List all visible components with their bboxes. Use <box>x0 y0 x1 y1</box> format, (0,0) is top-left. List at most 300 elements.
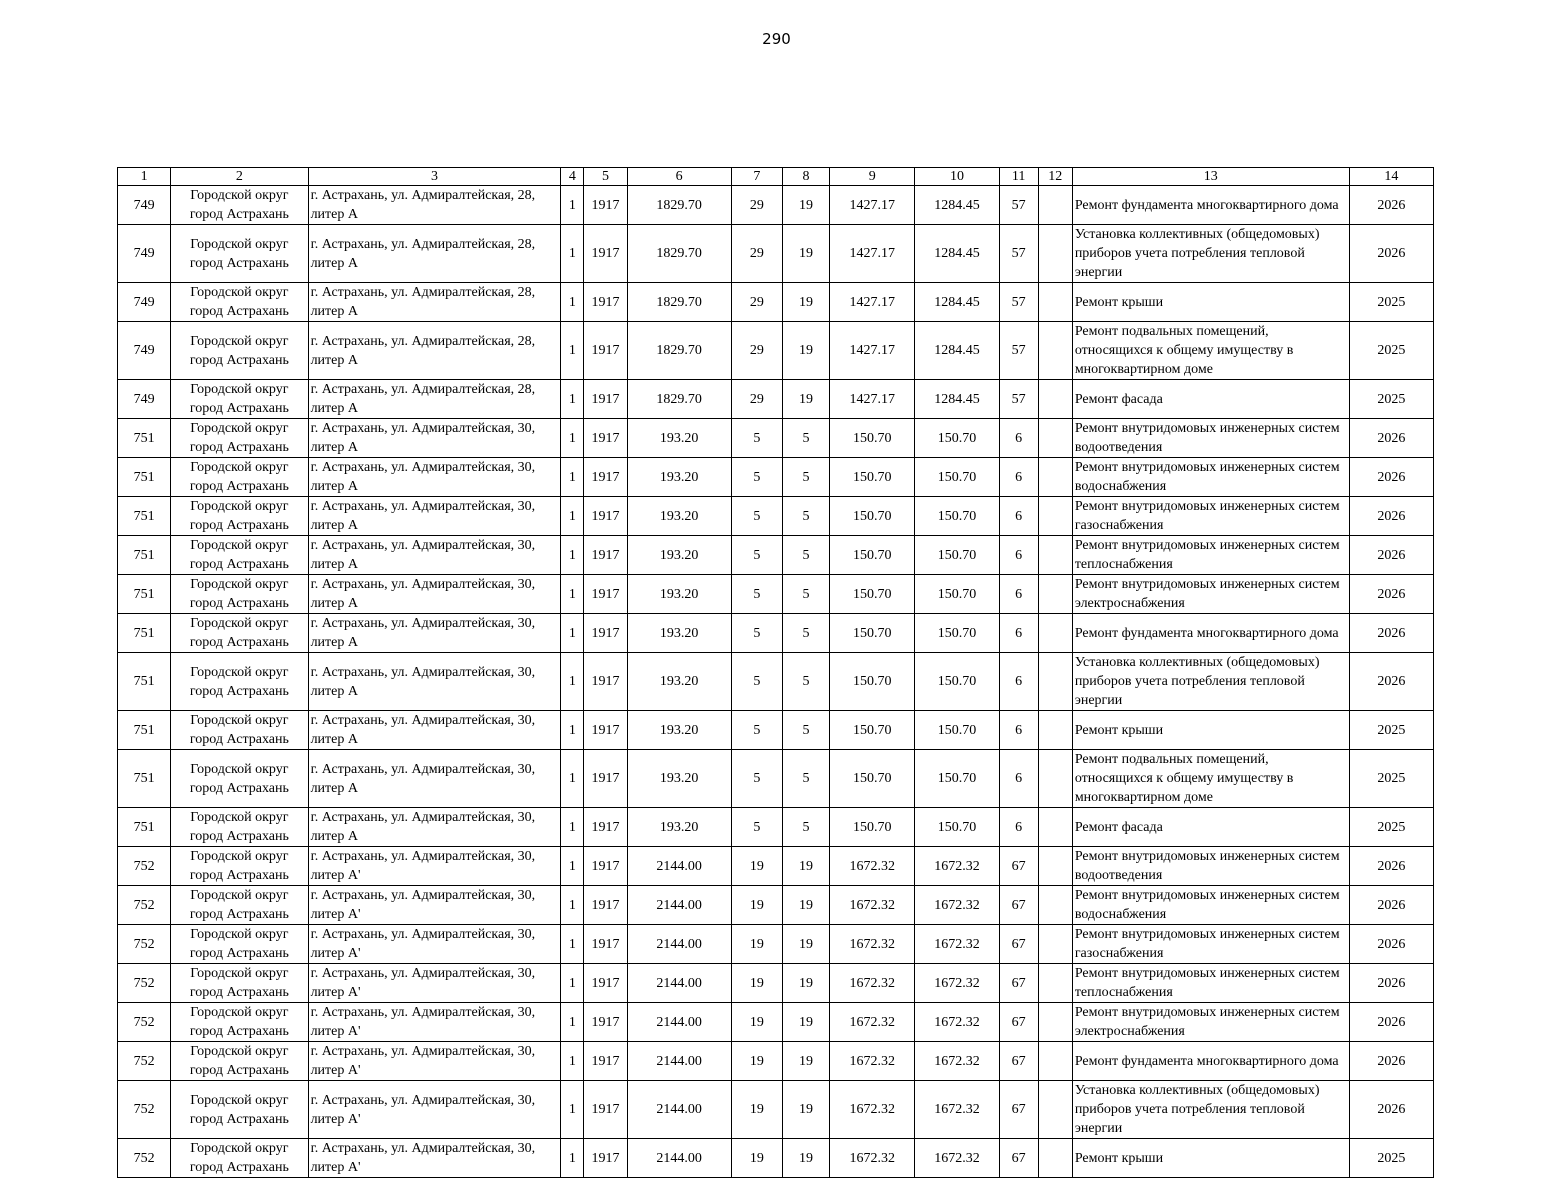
address-cell: г. Астрахань, ул. Адмиралтейская, 30, литер А <box>308 536 561 575</box>
planned-year-cell: 2026 <box>1349 653 1433 711</box>
work-type-cell: Ремонт крыши <box>1072 283 1349 322</box>
work-type-cell: Установка коллективных (общедомовых) приборов учета потребления тепловой энергии <box>1072 225 1349 283</box>
col7-cell: 5 <box>731 653 782 711</box>
planned-year-cell: 2026 <box>1349 186 1433 225</box>
col11-cell: 67 <box>999 1139 1038 1178</box>
table-row <box>118 847 1434 886</box>
table-row <box>118 225 1434 283</box>
planned-year-cell: 2026 <box>1349 847 1433 886</box>
planned-year-cell: 2026 <box>1349 536 1433 575</box>
col8-cell: 19 <box>782 1042 829 1081</box>
column-header: 12 <box>1038 168 1072 186</box>
col10-cell: 150.70 <box>915 419 999 458</box>
col4-cell: 1 <box>561 925 584 964</box>
planned-year-cell: 2026 <box>1349 575 1433 614</box>
col9-cell: 150.70 <box>830 497 915 536</box>
work-type-cell: Ремонт крыши <box>1072 1139 1349 1178</box>
total-area-cell: 193.20 <box>627 497 731 536</box>
col9-cell: 150.70 <box>830 419 915 458</box>
planned-year-cell: 2026 <box>1349 458 1433 497</box>
address-cell: г. Астрахань, ул. Адмиралтейская, 28, литер А <box>308 283 561 322</box>
row-number-cell: 751 <box>118 614 171 653</box>
row-number-cell: 752 <box>118 964 171 1003</box>
col4-cell: 1 <box>561 750 584 808</box>
planned-year-cell: 2025 <box>1349 750 1433 808</box>
col8-cell: 5 <box>782 711 829 750</box>
row-number-cell: 749 <box>118 186 171 225</box>
planned-year-cell: 2026 <box>1349 886 1433 925</box>
total-area-cell: 193.20 <box>627 536 731 575</box>
planned-year-cell: 2026 <box>1349 1003 1433 1042</box>
municipality-cell: Городской округ город Астрахань <box>171 186 308 225</box>
col4-cell: 1 <box>561 1081 584 1139</box>
col9-cell: 1672.32 <box>830 1003 915 1042</box>
table-header-row <box>118 168 1434 186</box>
work-type-cell: Ремонт внутридомовых инженерных систем водоснабжения <box>1072 886 1349 925</box>
col9-cell: 1672.32 <box>830 964 915 1003</box>
col9-cell: 1672.32 <box>830 1081 915 1139</box>
year-built-cell: 1917 <box>584 925 627 964</box>
col7-cell: 19 <box>731 1042 782 1081</box>
col12-cell <box>1038 964 1072 1003</box>
table-row <box>118 808 1434 847</box>
municipality-cell: Городской округ город Астрахань <box>171 1081 308 1139</box>
planned-year-cell: 2026 <box>1349 1081 1433 1139</box>
col10-cell: 1672.32 <box>915 1042 999 1081</box>
col10-cell: 1672.32 <box>915 964 999 1003</box>
table-row <box>118 653 1434 711</box>
col12-cell <box>1038 1081 1072 1139</box>
work-type-cell: Ремонт внутридомовых инженерных систем электроснабжения <box>1072 575 1349 614</box>
table-row <box>118 750 1434 808</box>
work-type-cell: Ремонт подвальных помещений, относящихся к общему имуществу в многоквартирном доме <box>1072 322 1349 380</box>
row-number-cell: 749 <box>118 283 171 322</box>
col4-cell: 1 <box>561 322 584 380</box>
total-area-cell: 1829.70 <box>627 225 731 283</box>
col4-cell: 1 <box>561 847 584 886</box>
row-number-cell: 751 <box>118 419 171 458</box>
work-type-cell: Ремонт внутридомовых инженерных систем теплоснабжения <box>1072 964 1349 1003</box>
row-number-cell: 751 <box>118 458 171 497</box>
table-row <box>118 1042 1434 1081</box>
table-row <box>118 1139 1434 1178</box>
col10-cell: 150.70 <box>915 458 999 497</box>
col12-cell <box>1038 808 1072 847</box>
col7-cell: 29 <box>731 186 782 225</box>
col10-cell: 150.70 <box>915 497 999 536</box>
column-header: 11 <box>999 168 1038 186</box>
col10-cell: 1672.32 <box>915 1081 999 1139</box>
table-row <box>118 711 1434 750</box>
col9-cell: 150.70 <box>830 575 915 614</box>
col7-cell: 5 <box>731 419 782 458</box>
row-number-cell: 752 <box>118 925 171 964</box>
col12-cell <box>1038 536 1072 575</box>
col9-cell: 1672.32 <box>830 847 915 886</box>
address-cell: г. Астрахань, ул. Адмиралтейская, 30, литер А <box>308 614 561 653</box>
address-cell: г. Астрахань, ул. Адмиралтейская, 30, литер А' <box>308 1042 561 1081</box>
column-header: 3 <box>308 168 561 186</box>
total-area-cell: 2144.00 <box>627 964 731 1003</box>
table-row <box>118 380 1434 419</box>
col7-cell: 29 <box>731 225 782 283</box>
col9-cell: 1672.32 <box>830 1139 915 1178</box>
col11-cell: 6 <box>999 653 1038 711</box>
col11-cell: 67 <box>999 925 1038 964</box>
row-number-cell: 751 <box>118 750 171 808</box>
municipality-cell: Городской округ город Астрахань <box>171 536 308 575</box>
column-header: 10 <box>915 168 999 186</box>
col9-cell: 1672.32 <box>830 1042 915 1081</box>
total-area-cell: 193.20 <box>627 458 731 497</box>
municipality-cell: Городской округ город Астрахань <box>171 614 308 653</box>
row-number-cell: 751 <box>118 653 171 711</box>
address-cell: г. Астрахань, ул. Адмиралтейская, 30, литер А' <box>308 847 561 886</box>
col7-cell: 5 <box>731 614 782 653</box>
municipality-cell: Городской округ город Астрахань <box>171 322 308 380</box>
table-row <box>118 614 1434 653</box>
col10-cell: 1672.32 <box>915 1003 999 1042</box>
col8-cell: 19 <box>782 847 829 886</box>
column-header: 5 <box>584 168 627 186</box>
col8-cell: 19 <box>782 1003 829 1042</box>
planned-year-cell: 2026 <box>1349 964 1433 1003</box>
col9-cell: 1427.17 <box>830 322 915 380</box>
col12-cell <box>1038 186 1072 225</box>
municipality-cell: Городской округ город Астрахань <box>171 750 308 808</box>
planned-year-cell: 2026 <box>1349 419 1433 458</box>
total-area-cell: 2144.00 <box>627 1081 731 1139</box>
col8-cell: 19 <box>782 886 829 925</box>
total-area-cell: 2144.00 <box>627 1139 731 1178</box>
work-type-cell: Ремонт внутридомовых инженерных систем газоснабжения <box>1072 925 1349 964</box>
column-header: 9 <box>830 168 915 186</box>
col11-cell: 57 <box>999 322 1038 380</box>
work-type-cell: Ремонт фасада <box>1072 808 1349 847</box>
column-header: 8 <box>782 168 829 186</box>
table-row <box>118 283 1434 322</box>
column-header: 4 <box>561 168 584 186</box>
col9-cell: 150.70 <box>830 536 915 575</box>
col7-cell: 19 <box>731 1139 782 1178</box>
col12-cell <box>1038 1139 1072 1178</box>
col11-cell: 67 <box>999 1042 1038 1081</box>
total-area-cell: 2144.00 <box>627 847 731 886</box>
col9-cell: 150.70 <box>830 614 915 653</box>
row-number-cell: 751 <box>118 711 171 750</box>
col4-cell: 1 <box>561 283 584 322</box>
municipality-cell: Городской округ город Астрахань <box>171 1003 308 1042</box>
col4-cell: 1 <box>561 1003 584 1042</box>
total-area-cell: 2144.00 <box>627 886 731 925</box>
address-cell: г. Астрахань, ул. Адмиралтейская, 28, литер А <box>308 380 561 419</box>
col7-cell: 19 <box>731 925 782 964</box>
col11-cell: 6 <box>999 497 1038 536</box>
col12-cell <box>1038 225 1072 283</box>
col9-cell: 1427.17 <box>830 186 915 225</box>
col9-cell: 150.70 <box>830 808 915 847</box>
col11-cell: 67 <box>999 847 1038 886</box>
total-area-cell: 193.20 <box>627 808 731 847</box>
col7-cell: 29 <box>731 380 782 419</box>
col11-cell: 6 <box>999 614 1038 653</box>
col10-cell: 150.70 <box>915 711 999 750</box>
table-row <box>118 322 1434 380</box>
col7-cell: 5 <box>731 750 782 808</box>
col8-cell: 5 <box>782 750 829 808</box>
year-built-cell: 1917 <box>584 1003 627 1042</box>
col7-cell: 5 <box>731 575 782 614</box>
col4-cell: 1 <box>561 964 584 1003</box>
planned-year-cell: 2025 <box>1349 380 1433 419</box>
table-row <box>118 925 1434 964</box>
year-built-cell: 1917 <box>584 653 627 711</box>
address-cell: г. Астрахань, ул. Адмиралтейская, 30, литер А' <box>308 1139 561 1178</box>
col8-cell: 19 <box>782 1081 829 1139</box>
address-cell: г. Астрахань, ул. Адмиралтейская, 30, литер А' <box>308 1081 561 1139</box>
col11-cell: 57 <box>999 283 1038 322</box>
col10-cell: 150.70 <box>915 808 999 847</box>
planned-year-cell: 2026 <box>1349 925 1433 964</box>
col12-cell <box>1038 653 1072 711</box>
year-built-cell: 1917 <box>584 847 627 886</box>
col7-cell: 29 <box>731 322 782 380</box>
year-built-cell: 1917 <box>584 419 627 458</box>
municipality-cell: Городской округ город Астрахань <box>171 1139 308 1178</box>
address-cell: г. Астрахань, ул. Адмиралтейская, 30, литер А <box>308 711 561 750</box>
col10-cell: 1672.32 <box>915 847 999 886</box>
address-cell: г. Астрахань, ул. Адмиралтейская, 28, литер А <box>308 322 561 380</box>
col9-cell: 1427.17 <box>830 283 915 322</box>
planned-year-cell: 2026 <box>1349 614 1433 653</box>
row-number-cell: 749 <box>118 225 171 283</box>
year-built-cell: 1917 <box>584 536 627 575</box>
work-type-cell: Ремонт подвальных помещений, относящихся к общему имуществу в многоквартирном доме <box>1072 750 1349 808</box>
work-type-cell: Ремонт внутридомовых инженерных систем теплоснабжения <box>1072 536 1349 575</box>
col10-cell: 1284.45 <box>915 380 999 419</box>
total-area-cell: 193.20 <box>627 750 731 808</box>
col12-cell <box>1038 750 1072 808</box>
address-cell: г. Астрахань, ул. Адмиралтейская, 30, литер А <box>308 808 561 847</box>
table-row <box>118 536 1434 575</box>
year-built-cell: 1917 <box>584 1081 627 1139</box>
col9-cell: 150.70 <box>830 458 915 497</box>
row-number-cell: 752 <box>118 1139 171 1178</box>
work-type-cell: Ремонт внутридомовых инженерных систем водоотведения <box>1072 419 1349 458</box>
col10-cell: 150.70 <box>915 614 999 653</box>
work-type-cell: Ремонт фундамента многоквартирного дома <box>1072 186 1349 225</box>
col8-cell: 19 <box>782 925 829 964</box>
col4-cell: 1 <box>561 380 584 419</box>
col4-cell: 1 <box>561 186 584 225</box>
col9-cell: 150.70 <box>830 653 915 711</box>
col4-cell: 1 <box>561 536 584 575</box>
planned-year-cell: 2026 <box>1349 497 1433 536</box>
total-area-cell: 193.20 <box>627 614 731 653</box>
col8-cell: 19 <box>782 964 829 1003</box>
year-built-cell: 1917 <box>584 886 627 925</box>
col4-cell: 1 <box>561 458 584 497</box>
planned-year-cell: 2025 <box>1349 808 1433 847</box>
planned-year-cell: 2026 <box>1349 1042 1433 1081</box>
col7-cell: 5 <box>731 497 782 536</box>
row-number-cell: 752 <box>118 847 171 886</box>
col7-cell: 19 <box>731 1081 782 1139</box>
col4-cell: 1 <box>561 1042 584 1081</box>
col4-cell: 1 <box>561 886 584 925</box>
year-built-cell: 1917 <box>584 575 627 614</box>
address-cell: г. Астрахань, ул. Адмиралтейская, 30, литер А <box>308 750 561 808</box>
col7-cell: 29 <box>731 283 782 322</box>
col9-cell: 1427.17 <box>830 225 915 283</box>
col10-cell: 1672.32 <box>915 925 999 964</box>
row-number-cell: 752 <box>118 1003 171 1042</box>
planned-year-cell: 2025 <box>1349 1139 1433 1178</box>
planned-year-cell: 2026 <box>1349 225 1433 283</box>
work-type-cell: Ремонт фундамента многоквартирного дома <box>1072 614 1349 653</box>
municipality-cell: Городской округ город Астрахань <box>171 1042 308 1081</box>
table-row <box>118 964 1434 1003</box>
column-header: 6 <box>627 168 731 186</box>
col11-cell: 6 <box>999 575 1038 614</box>
col9-cell: 1672.32 <box>830 886 915 925</box>
col12-cell <box>1038 1003 1072 1042</box>
col10-cell: 150.70 <box>915 536 999 575</box>
col7-cell: 5 <box>731 711 782 750</box>
work-type-cell: Ремонт фундамента многоквартирного дома <box>1072 1042 1349 1081</box>
col8-cell: 19 <box>782 186 829 225</box>
col7-cell: 5 <box>731 536 782 575</box>
col8-cell: 5 <box>782 419 829 458</box>
municipality-cell: Городской округ город Астрахань <box>171 575 308 614</box>
col12-cell <box>1038 1042 1072 1081</box>
col11-cell: 57 <box>999 225 1038 283</box>
col4-cell: 1 <box>561 225 584 283</box>
col4-cell: 1 <box>561 711 584 750</box>
col4-cell: 1 <box>561 1139 584 1178</box>
total-area-cell: 2144.00 <box>627 1042 731 1081</box>
planned-year-cell: 2025 <box>1349 283 1433 322</box>
col12-cell <box>1038 886 1072 925</box>
work-type-cell: Установка коллективных (общедомовых) приборов учета потребления тепловой энергии <box>1072 653 1349 711</box>
address-cell: г. Астрахань, ул. Адмиралтейская, 30, литер А <box>308 653 561 711</box>
col8-cell: 19 <box>782 380 829 419</box>
table-row <box>118 419 1434 458</box>
col9-cell: 1672.32 <box>830 925 915 964</box>
col11-cell: 57 <box>999 186 1038 225</box>
municipality-cell: Городской округ город Астрахань <box>171 380 308 419</box>
col10-cell: 150.70 <box>915 653 999 711</box>
col8-cell: 19 <box>782 322 829 380</box>
work-type-cell: Установка коллективных (общедомовых) приборов учета потребления тепловой энергии <box>1072 1081 1349 1139</box>
address-cell: г. Астрахань, ул. Адмиралтейская, 30, литер А' <box>308 1003 561 1042</box>
total-area-cell: 193.20 <box>627 419 731 458</box>
total-area-cell: 193.20 <box>627 653 731 711</box>
col8-cell: 5 <box>782 536 829 575</box>
total-area-cell: 1829.70 <box>627 186 731 225</box>
col11-cell: 6 <box>999 458 1038 497</box>
year-built-cell: 1917 <box>584 380 627 419</box>
column-header: 2 <box>171 168 308 186</box>
col12-cell <box>1038 614 1072 653</box>
year-built-cell: 1917 <box>584 458 627 497</box>
col9-cell: 150.70 <box>830 750 915 808</box>
work-type-cell: Ремонт внутридомовых инженерных систем электроснабжения <box>1072 1003 1349 1042</box>
table-row <box>118 1081 1434 1139</box>
col8-cell: 5 <box>782 497 829 536</box>
year-built-cell: 1917 <box>584 614 627 653</box>
year-built-cell: 1917 <box>584 1139 627 1178</box>
col4-cell: 1 <box>561 575 584 614</box>
col7-cell: 5 <box>731 458 782 497</box>
col12-cell <box>1038 497 1072 536</box>
total-area-cell: 193.20 <box>627 711 731 750</box>
row-number-cell: 749 <box>118 322 171 380</box>
municipality-cell: Городской округ город Астрахань <box>171 964 308 1003</box>
work-type-cell: Ремонт внутридомовых инженерных систем газоснабжения <box>1072 497 1349 536</box>
col10-cell: 1672.32 <box>915 1139 999 1178</box>
col8-cell: 5 <box>782 575 829 614</box>
year-built-cell: 1917 <box>584 225 627 283</box>
page-number: 290 <box>762 30 791 48</box>
col9-cell: 150.70 <box>830 711 915 750</box>
row-number-cell: 749 <box>118 380 171 419</box>
municipality-cell: Городской округ город Астрахань <box>171 886 308 925</box>
municipality-cell: Городской округ город Астрахань <box>171 653 308 711</box>
col12-cell <box>1038 458 1072 497</box>
planned-year-cell: 2025 <box>1349 322 1433 380</box>
col11-cell: 57 <box>999 380 1038 419</box>
col11-cell: 67 <box>999 886 1038 925</box>
col12-cell <box>1038 847 1072 886</box>
col12-cell <box>1038 380 1072 419</box>
column-header: 13 <box>1072 168 1349 186</box>
address-cell: г. Астрахань, ул. Адмиралтейская, 30, литер А <box>308 497 561 536</box>
col11-cell: 6 <box>999 750 1038 808</box>
address-cell: г. Астрахань, ул. Адмиралтейская, 30, литер А' <box>308 886 561 925</box>
col8-cell: 19 <box>782 225 829 283</box>
total-area-cell: 2144.00 <box>627 1003 731 1042</box>
col10-cell: 1284.45 <box>915 283 999 322</box>
row-number-cell: 751 <box>118 808 171 847</box>
year-built-cell: 1917 <box>584 1042 627 1081</box>
row-number-cell: 751 <box>118 575 171 614</box>
municipality-cell: Городской округ город Астрахань <box>171 925 308 964</box>
col4-cell: 1 <box>561 419 584 458</box>
capital-repair-table <box>117 167 1434 1178</box>
address-cell: г. Астрахань, ул. Адмиралтейская, 30, литер А' <box>308 925 561 964</box>
row-number-cell: 751 <box>118 497 171 536</box>
col10-cell: 150.70 <box>915 750 999 808</box>
municipality-cell: Городской округ город Астрахань <box>171 711 308 750</box>
table-row <box>118 186 1434 225</box>
col8-cell: 19 <box>782 1139 829 1178</box>
col8-cell: 5 <box>782 614 829 653</box>
total-area-cell: 1829.70 <box>627 322 731 380</box>
year-built-cell: 1917 <box>584 808 627 847</box>
col10-cell: 1284.45 <box>915 186 999 225</box>
table-row <box>118 886 1434 925</box>
col11-cell: 67 <box>999 964 1038 1003</box>
col8-cell: 5 <box>782 808 829 847</box>
col10-cell: 1672.32 <box>915 886 999 925</box>
col12-cell <box>1038 322 1072 380</box>
col10-cell: 1284.45 <box>915 225 999 283</box>
col4-cell: 1 <box>561 808 584 847</box>
table-row <box>118 575 1434 614</box>
municipality-cell: Городской округ город Астрахань <box>171 847 308 886</box>
col4-cell: 1 <box>561 614 584 653</box>
